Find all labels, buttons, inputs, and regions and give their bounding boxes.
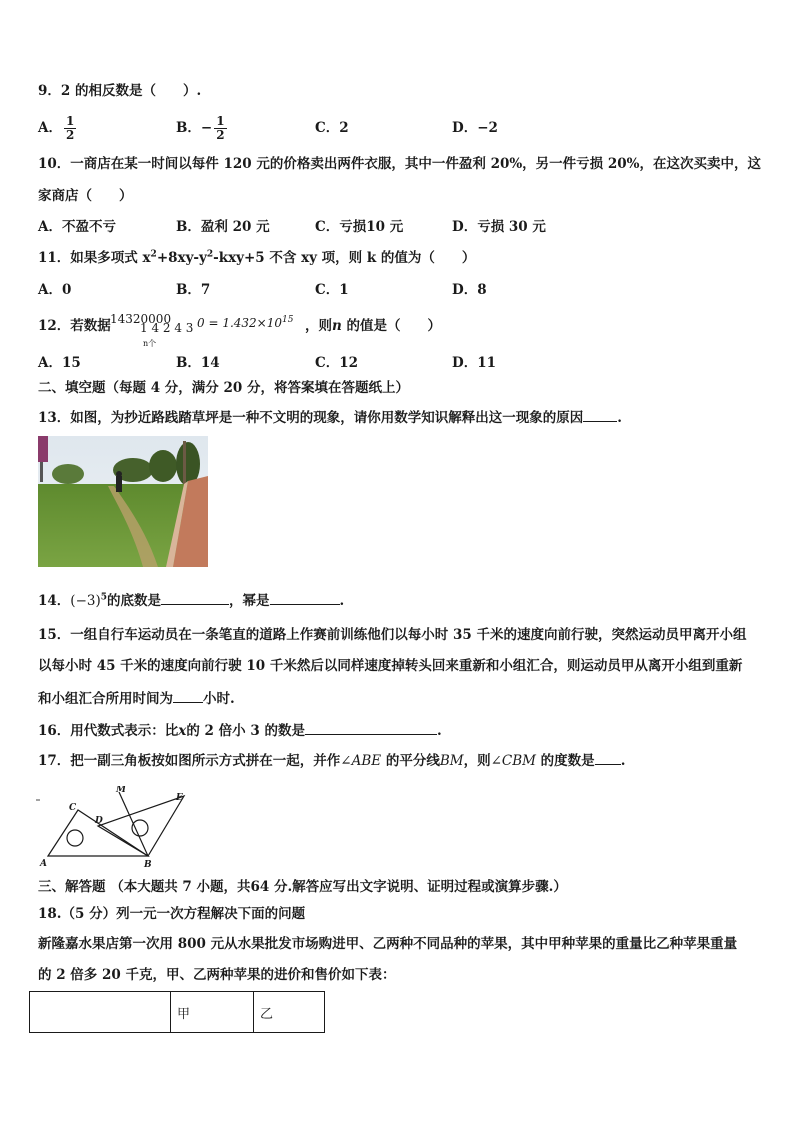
q12-stem: 12．若数据	[38, 318, 111, 334]
q12-option-d: D．11	[452, 355, 496, 371]
q12-option-a: A．15	[38, 355, 81, 371]
figure-hole-right	[132, 820, 148, 836]
q10-line1: 10．一商店在某一时间以每件 120 元的价格卖出两件衣服，其中一件盈利 20%，另一件亏损 20%，在这次买卖中，这	[38, 156, 761, 172]
q18-line2: 的 2 倍多 20 千克，甲、乙两种苹果的进价和售价如下表：	[38, 967, 396, 983]
q18-title: 18.（5 分）列一元一次方程解决下面的问题	[38, 906, 306, 922]
q12-stem-end: ，则n 的值是（ ）	[305, 318, 442, 334]
q12-option-c: C．12	[315, 355, 359, 371]
q11-option-d: D．8	[452, 282, 487, 298]
q10-option-a: A．不盈不亏	[38, 219, 116, 235]
q14-base-blank[interactable]	[161, 590, 229, 605]
figure-label-c: C	[69, 803, 77, 813]
q18-price-table	[29, 991, 325, 1033]
q17-figure	[36, 786, 192, 870]
q11-option-b: B．7	[176, 282, 211, 298]
q11-option-c: C．1	[315, 282, 349, 298]
figure-hole-left	[67, 830, 83, 846]
q9-option-d: D．−2	[452, 120, 498, 136]
q11-option-a: A．0	[38, 282, 72, 298]
q16-answer-blank[interactable]	[305, 720, 437, 735]
q15-line3: 和小组汇合所用时间为 小时.	[38, 688, 235, 708]
q14-power-blank[interactable]	[270, 590, 340, 605]
q14-stem: 14．$(-3)^5$的底数是 ，幂是 .	[38, 590, 344, 610]
q10-option-c: C．亏损10 元	[315, 219, 404, 235]
q12-underbrace-label: n个	[143, 339, 157, 348]
figure-label-d: D	[95, 816, 103, 826]
figure-label-e: E	[176, 793, 183, 803]
q9-stem: 9．2 的相反数是（ ）.	[38, 83, 202, 99]
figure-label-b: B	[144, 860, 152, 870]
figure-label-a: A	[40, 859, 47, 869]
q13-stem: 13．如图，为抄近路践踏草坪是一种不文明的现象，请你用数学知识解释出这一现象的原因 .	[38, 407, 622, 427]
section-3-heading: 三、解答题 （本大题共 7 小题，共64 分.解答应写出文字说明、证明过程或演算步骤.）	[38, 879, 567, 895]
table-header-cell: 乙	[254, 992, 325, 1033]
section-2-heading: 二、填空题（每题 4 分，满分 20 分，将答案填在答题纸上）	[38, 380, 409, 396]
q17-answer-blank[interactable]	[595, 750, 621, 765]
figure-triangle-dbe	[98, 796, 184, 856]
q18-line1: 新隆嘉水果店第一次用 800 元从水果批发市场购进甲、乙两种不同品种的苹果，其中甲种苹果的重量比乙种苹果重量	[38, 936, 738, 952]
q15-line1: 15．一组自行车运动员在一条笔直的道路上作赛前训练他们以每小时 35 千米的速度向前行驶，突然运动员甲离开小组	[38, 627, 747, 643]
q15-answer-blank[interactable]	[173, 688, 203, 703]
table-header-cell	[30, 992, 171, 1033]
q9-option-a: A． $\frac{1}{2}$	[38, 114, 75, 142]
q12-equation: $0 = 1.432\times 10^{15}$	[197, 315, 294, 330]
q17-stem: 17．把一副三角板按如图所示方式拼在一起，并作∠ABE 的平分线BM，则∠CBM 的度数是 .	[38, 750, 625, 770]
figure-label-m: M	[116, 786, 126, 795]
table-header-cell: 甲	[171, 992, 254, 1033]
q9-option-b: B．− $\frac{1}{2}$	[176, 114, 225, 142]
q15-line2: 以每小时 45 千米的速度向前行驶 10 千米然后以同样速度掉转头回来重新和小组汇合，则运动员甲从离开小组到重新	[38, 658, 743, 674]
q12-option-b: B．14	[176, 355, 220, 371]
q13-answer-blank[interactable]	[583, 407, 617, 422]
q10-line2: 家商店（ ）	[38, 188, 133, 204]
q16-stem: 16．用代数式表示：比x的 2 倍小 3 的数是 .	[38, 720, 442, 740]
q11-stem: 11．如果多项式 $x^2+8xy-y^2-kxy+5$ 不含 xy 项，则 k 的值为（ ）	[38, 249, 476, 266]
q12-top-digits: 14320000	[110, 312, 172, 326]
table-row	[30, 992, 325, 1033]
q10-option-b: B．盈利 20 元	[176, 219, 270, 235]
q13-photo	[38, 436, 208, 567]
q10-option-d: D．亏损 30 元	[452, 219, 546, 235]
q9-option-c: C．2	[315, 120, 349, 136]
q12-mid-digits: 1 4 2 4 3	[140, 321, 194, 335]
